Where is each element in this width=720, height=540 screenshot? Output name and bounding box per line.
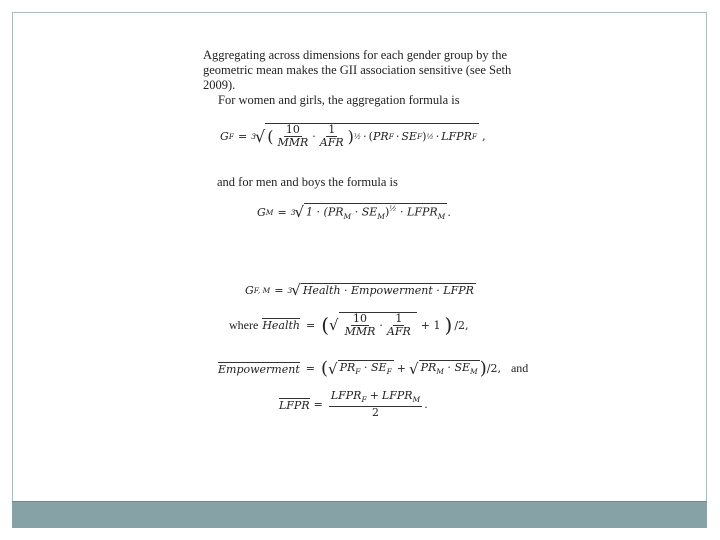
formula-lfpr: LFPR = $\frac{LFPR_F + LFPR_M}{2}$ . <box>279 389 428 420</box>
formula-empowerment: Empowerment = ( √ $PR_F \cdot SE_F$ + √ $PR_M \cdot SE_M$ ) /2, and <box>218 358 529 379</box>
slide-frame <box>12 12 707 527</box>
paragraph-line-4: For women and girls, the aggregation formula is <box>218 93 460 107</box>
paragraph-line-2: geometric mean makes the GII association sensitive (see Seth <box>203 63 512 77</box>
gfm-radical-icon: √ <box>291 281 301 299</box>
gf-lhs: G <box>220 129 229 143</box>
gm-radical-icon: √ <box>294 203 305 221</box>
gf-equals: = <box>238 129 248 143</box>
formula-gm: G M = 3 √ $1 \cdot (PR_M \cdot SE_M)^{\frac{1}{2}}$ · $LFPR_M$ . <box>257 203 451 221</box>
gf-half-exp-1: ½ <box>353 132 362 141</box>
gf-den2: AFR <box>319 136 344 149</box>
gf-root-index: 3 <box>251 131 257 141</box>
gf-num2: 1 <box>328 123 336 136</box>
gf-se: SE <box>401 130 417 143</box>
gf-den1: MMR <box>277 136 309 149</box>
gf-pr: PR <box>372 130 389 143</box>
gfm-radicand: Health · Empowerment · LFPR <box>302 284 474 297</box>
paragraph-line-3: 2009). <box>203 78 236 92</box>
empowerment-radical-icon-1: √ <box>328 359 338 378</box>
gf-lhs-sub: F <box>228 131 235 141</box>
gf-radicand: ( $\frac{10}{\text{MMR}}$ · $\frac{1}{\text{AFR}}$ ) ½ · ( PR F · SE F ) ½ · LFPR F <box>267 123 478 149</box>
health-radical-icon: √ <box>329 316 339 334</box>
formula-health: where Health = ( √ $\frac{10}{\text{MMR}}$ · $\frac{1}{\text{AFR}}$ + 1 ) /2, <box>229 312 469 338</box>
gf-num1: 10 <box>285 123 300 136</box>
men-intro: and for men and boys the formula is <box>217 175 398 189</box>
formula-gf <box>220 123 486 149</box>
gm-radicand: $1 \cdot (PR_M \cdot SE_M)^{\frac{1}{2}}$ · $LFPR_M$ <box>306 204 446 221</box>
slide-footer-bar <box>12 501 707 528</box>
gf-tail: , <box>482 129 486 143</box>
gf-radical-icon: √ <box>255 126 266 146</box>
gf-half-exp-2: ½ <box>426 132 434 141</box>
empowerment-radical-icon-2: √ <box>409 359 419 378</box>
gf-lfpr: LFPR <box>441 130 472 143</box>
formula-gfm: G F, M = 3 √ Health · Empowerment · LFPR <box>245 281 474 299</box>
paragraph-line-1: Aggregating across dimensions for each gender group by the <box>203 48 508 62</box>
